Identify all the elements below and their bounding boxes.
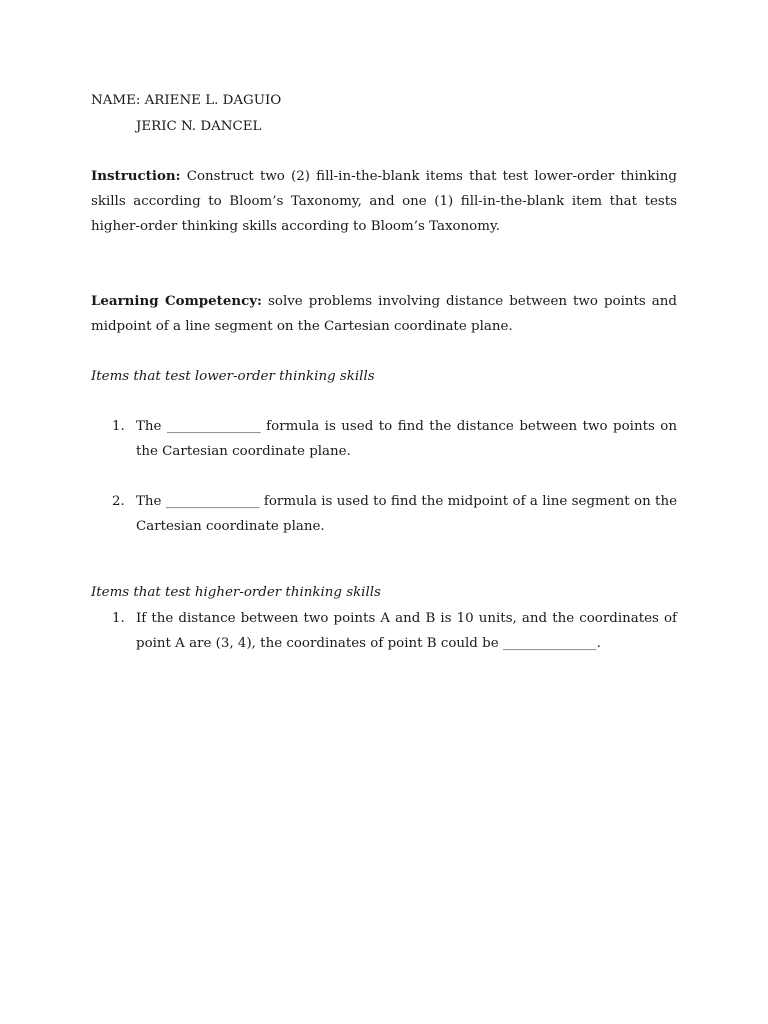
- lower-order-heading: Items that test lower-order thinking skills: [91, 369, 375, 384]
- item-text: If the distance between two points A and B is 10 units, and the coordinates of point A are (3, 4), the coordinates of point B could be ______________.: [136, 611, 677, 651]
- competency-text: solve problems involving distance between two points and midpoint of a line segment on the Cartesian coordinate plane.: [91, 294, 677, 334]
- item-number: 1.: [112, 611, 125, 626]
- name-line: NAME: ARIENE L. DAGUIO: [91, 93, 282, 108]
- item-text: The ______________ formula is used to find the midpoint of a line segment on the Cartesian coordinate plane.: [136, 494, 677, 534]
- item-number: 2.: [112, 494, 125, 509]
- item-text: The ______________ formula is used to find the distance between two points on the Cartesian coordinate plane.: [136, 419, 677, 459]
- competency-section: [91, 289, 677, 339]
- instruction-label: Instruction:: [91, 168, 181, 184]
- higher-order-heading: Items that test higher-order thinking skills: [91, 585, 381, 600]
- instruction-text: Construct two (2) fill-in-the-blank items that test lower-order thinking skills according to Bloom’s Taxonomy, and one (1) fill-in-the-blank item that tests higher-order thinking skills according to Bloom’s Taxonomy.: [91, 169, 677, 234]
- instruction-section: [91, 164, 677, 239]
- competency-label: Learning Competency:: [91, 293, 262, 309]
- second-name-line: JERIC N. DANCEL: [136, 119, 262, 134]
- lower-order-item-1: [112, 414, 677, 464]
- lower-order-item-2: [112, 489, 677, 539]
- item-number: 1.: [112, 419, 125, 434]
- higher-order-item-1: [112, 606, 677, 656]
